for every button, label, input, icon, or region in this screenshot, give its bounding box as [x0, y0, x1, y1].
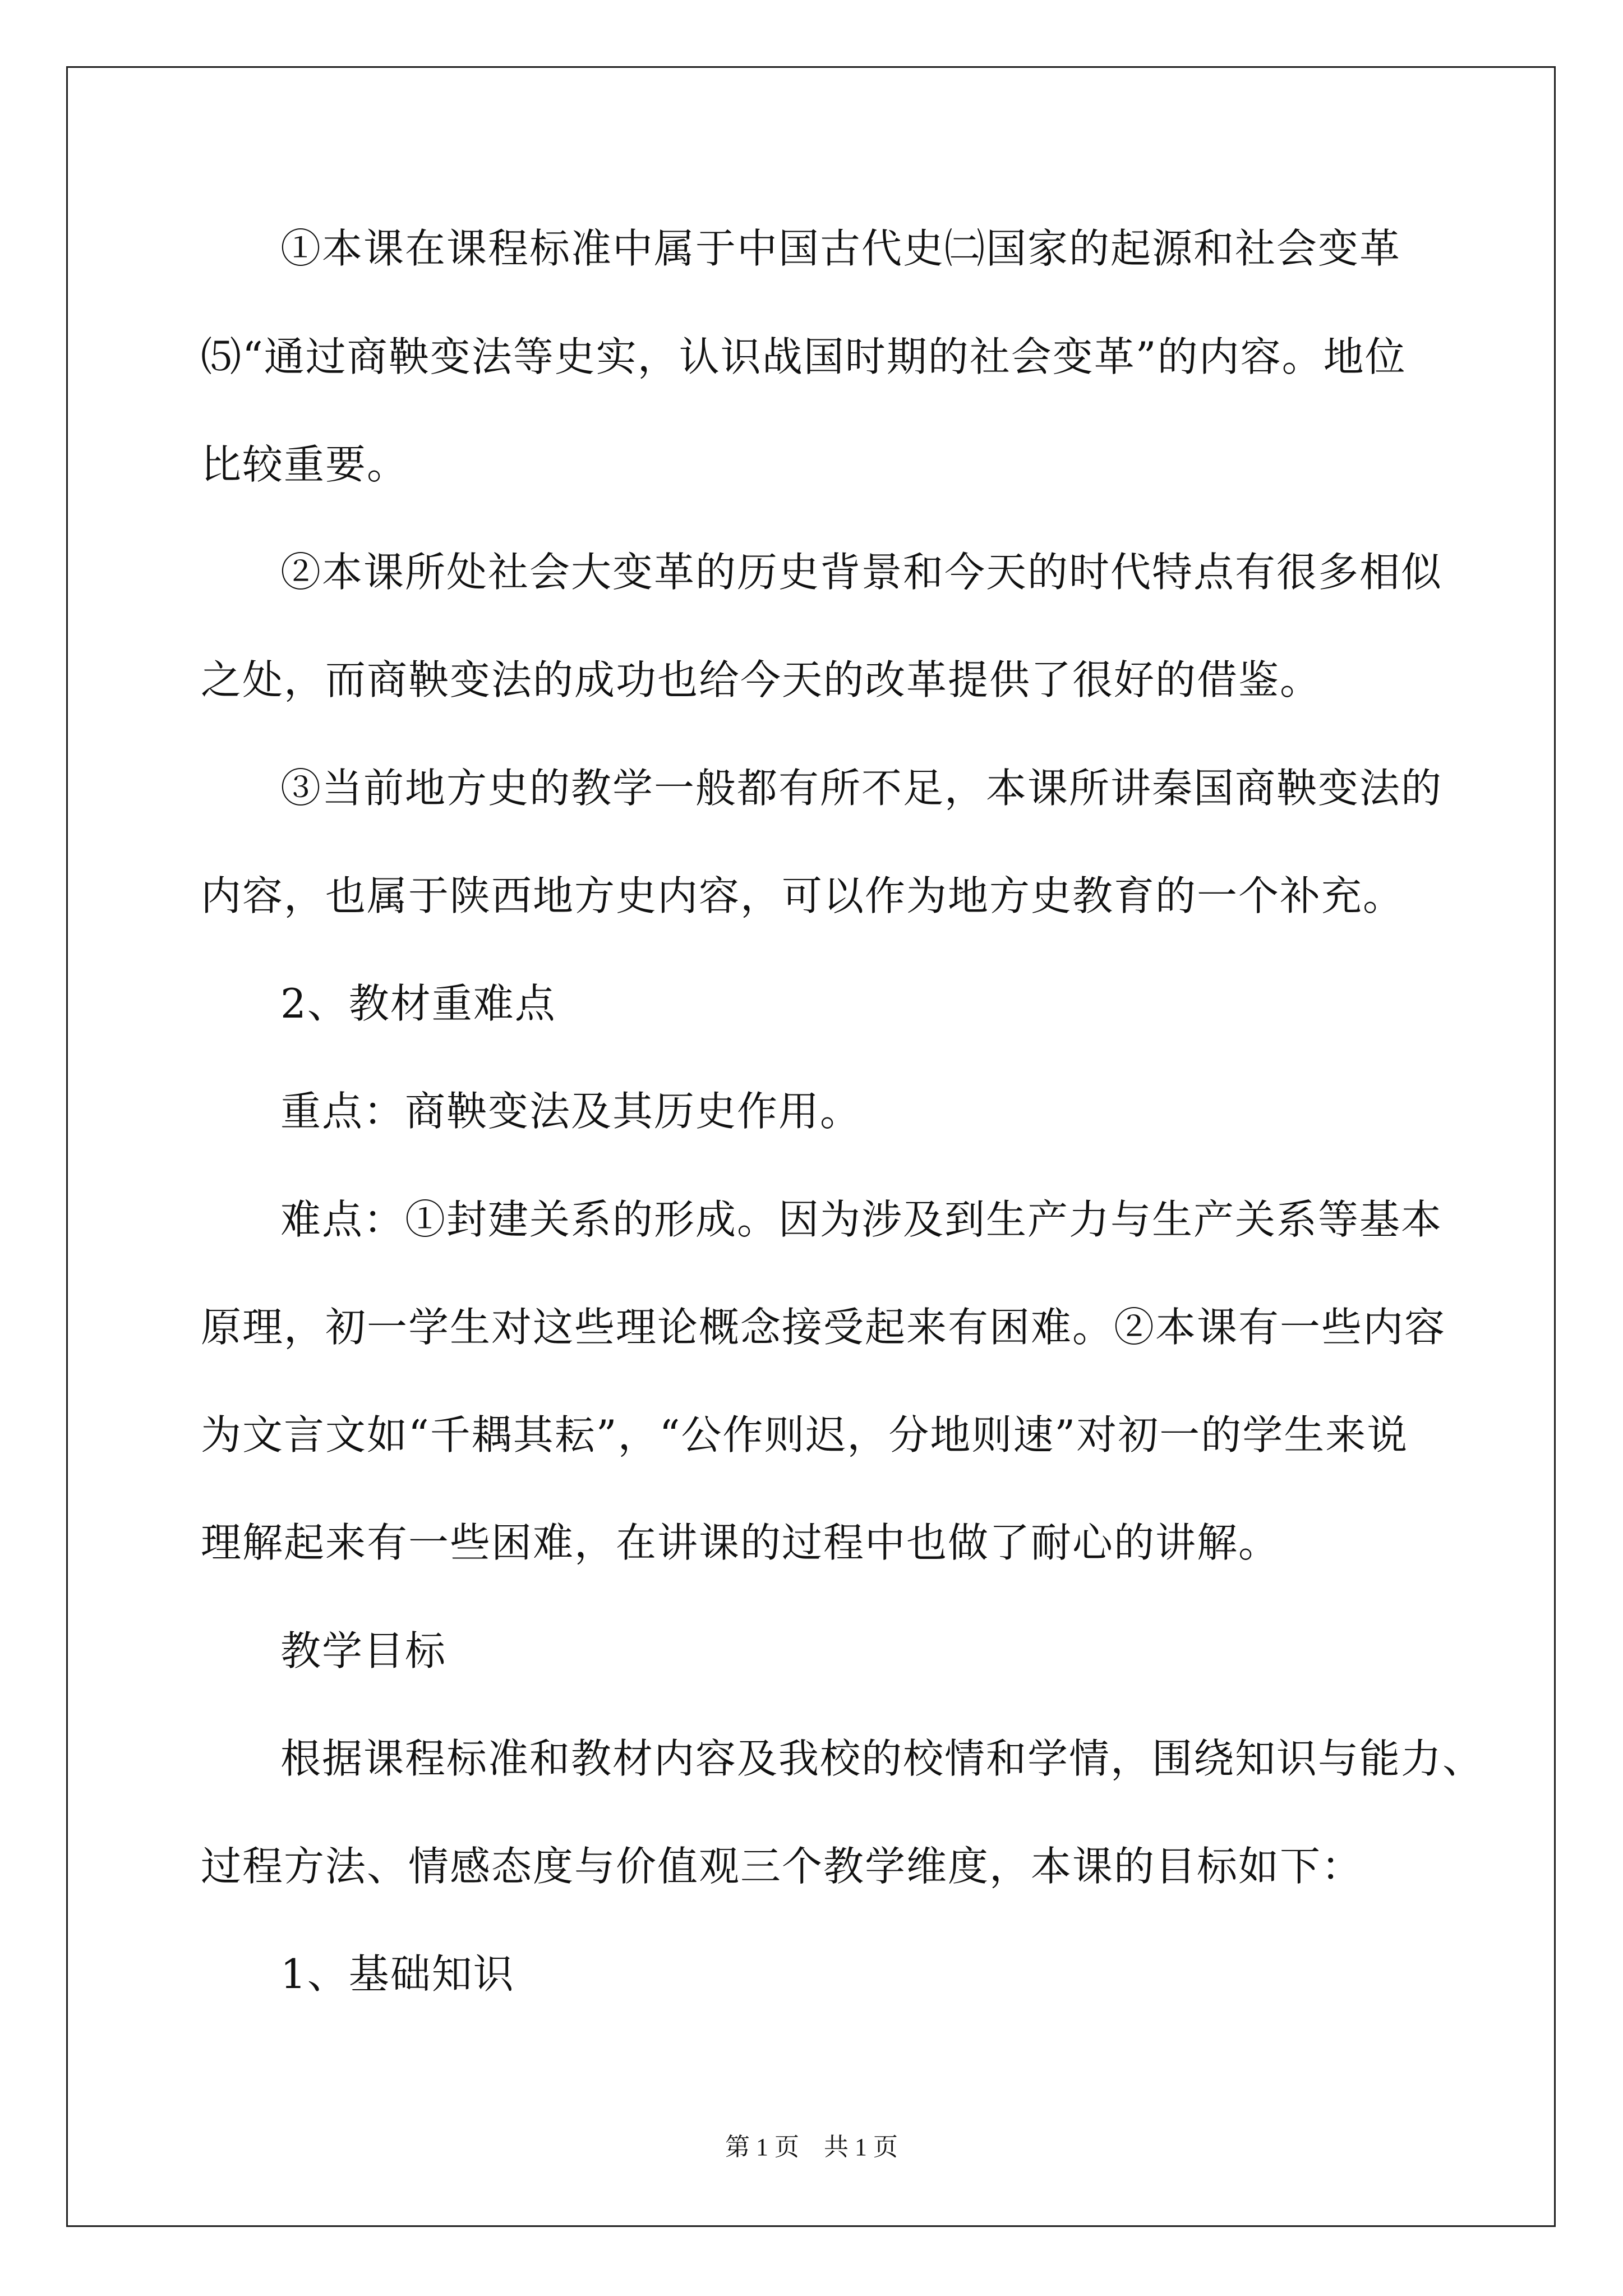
page-number-footer: 第 1 页 共 1 页 [725, 2133, 898, 2161]
paragraph-line: 理解起来有一些困难，在讲课的过程中也做了耐心的讲解。 [201, 1519, 1280, 1566]
paragraph-line: 重点：商鞅变法及其历史作用。 [280, 1088, 862, 1135]
paragraph-line: 内容，也属于陕西地方史内容，可以作为地方史教育的一个补充。 [201, 872, 1405, 919]
paragraph-line: ③当前地方史的教学一般都有所不足，本课所讲秦国商鞅变法的 [280, 765, 1443, 812]
paragraph-line: 难点：①封建关系的形成。因为涉及到生产力与生产关系等基本 [280, 1196, 1443, 1243]
page-border [66, 66, 1556, 2227]
paragraph-line: 为文言文如“千耦其耘”，“公作则迟，分地则速”对初一的学生来说 [201, 1411, 1409, 1458]
paragraph-line: ⑸“通过商鞅变法等史实，认识战国时期的社会变革”的内容。地位 [201, 333, 1407, 380]
paragraph-line: 之处，而商鞅变法的成功也给今天的改革提供了很好的借鉴。 [201, 656, 1322, 703]
paragraph-line: 根据课程标准和教材内容及我校的校情和学情，围绕知识与能力、 [280, 1735, 1484, 1782]
section-heading: 1、基础知识 [280, 1950, 515, 1998]
section-heading: 教学目标 [280, 1627, 447, 1674]
paragraph-line: ①本课在课程标准中属于中国古代史㈡国家的起源和社会变革 [280, 225, 1401, 272]
paragraph-line: ②本课所处社会大变革的历史背景和今天的时代特点有很多相似 [280, 549, 1443, 596]
paragraph-line: 原理，初一学生对这些理论概念接受起来有困难。②本课有一些内容 [201, 1304, 1446, 1351]
paragraph-line: 比较重要。 [201, 441, 409, 488]
section-heading: 2、教材重难点 [280, 980, 556, 1027]
paragraph-line: 过程方法、情感态度与价值观三个教学维度，本课的目标如下： [201, 1843, 1363, 1890]
